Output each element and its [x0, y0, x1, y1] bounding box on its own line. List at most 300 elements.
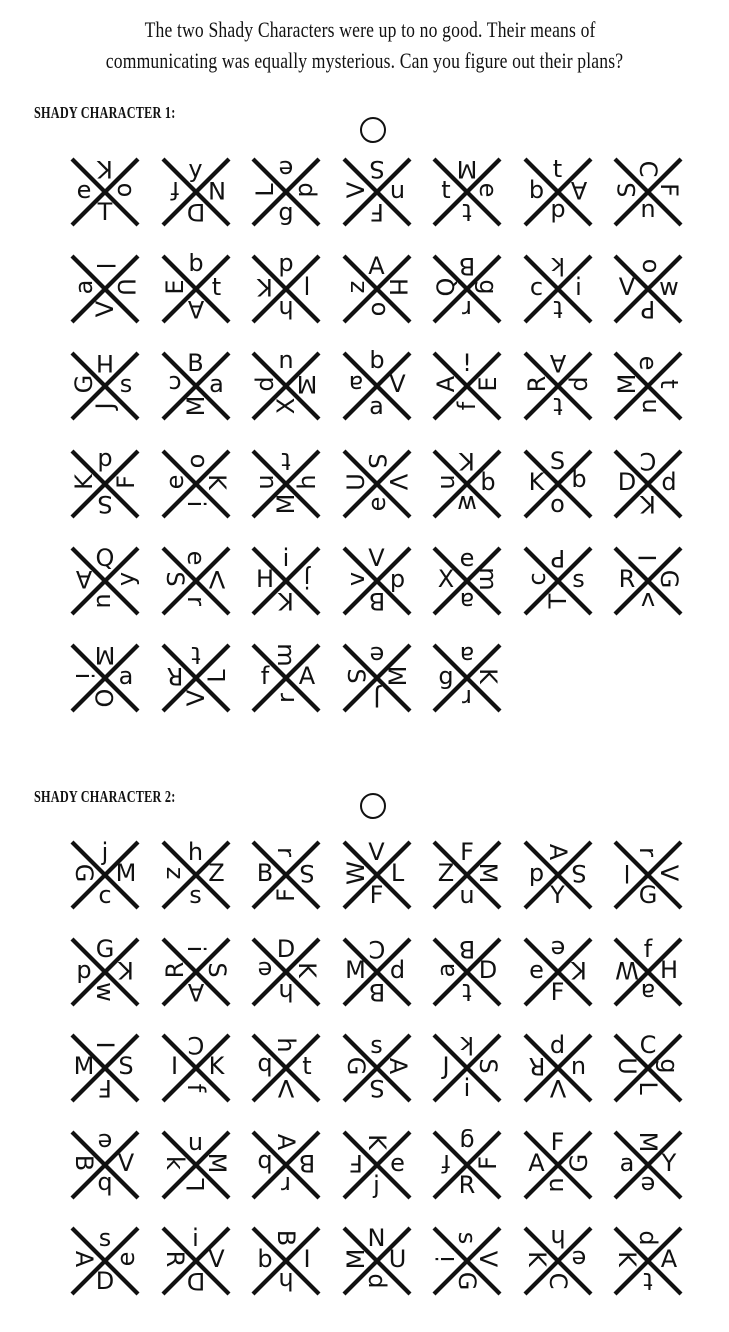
glyph-letter-top: q [187, 252, 204, 281]
glyph-letter-bottom: F [369, 198, 384, 226]
glyph-letter-bottom: G [638, 881, 658, 909]
cipher-glyph [430, 641, 504, 715]
glyph-letter-top: d [634, 1230, 662, 1246]
glyph-letter-left: f [170, 176, 179, 204]
glyph-letter-bottom: F [272, 888, 300, 902]
glyph-letter-left: g [438, 662, 454, 690]
glyph-letter-top: f [643, 934, 653, 963]
glyph-letter-right: a [209, 370, 224, 399]
cipher-glyph [611, 935, 685, 1009]
glyph-letter-bottom: u [543, 1176, 572, 1193]
glyph-letter-top: y [188, 155, 203, 183]
glyph-letter-top: F [460, 838, 474, 866]
glyph-letter-left: B [256, 859, 274, 887]
intro-line-1: The two Shady Characters were up to no good. Their means of [144, 17, 596, 42]
glyph-letter-top: g [459, 1127, 475, 1156]
cipher-glyph [159, 935, 233, 1009]
glyph-letter-bottom: r [462, 684, 472, 712]
glyph-letter-left: R [618, 564, 636, 593]
glyph-letter-right: Y [661, 1148, 677, 1177]
glyph-letter-left: A [432, 376, 460, 393]
glyph-letter-top: r [634, 847, 662, 857]
glyph-letter-right: V [208, 564, 225, 593]
glyph-letter-left: R [160, 961, 189, 978]
cipher-glyph [68, 447, 142, 521]
glyph-letter-top: C [639, 1031, 657, 1059]
glyph-letter-top: G [95, 934, 115, 963]
glyph-letter-bottom: w [91, 981, 119, 1002]
cipher-glyph [430, 838, 504, 912]
glyph-letter-right: g [655, 1058, 683, 1074]
glyph-letter-right: M [202, 1152, 231, 1173]
glyph-letter-left: M [73, 1052, 95, 1080]
glyph-letter-right: K [208, 1052, 225, 1080]
glyph-letter-left: I [170, 1052, 179, 1080]
circle-marker-1 [360, 117, 386, 143]
cipher-glyph [249, 155, 323, 229]
glyph-letter-left: z [341, 280, 370, 294]
glyph-letter-left: e [160, 474, 189, 489]
cipher-glyph [521, 155, 595, 229]
cipher-glyph [340, 1031, 414, 1105]
glyph-letter-left: K [257, 273, 273, 302]
glyph-letter-bottom: t [552, 295, 563, 324]
glyph-letter-top: K [97, 155, 113, 183]
glyph-letter-right: H [659, 955, 679, 984]
glyph-letter-right: o [112, 182, 140, 198]
glyph-letter-top: e [634, 356, 662, 371]
glyph-letter-bottom: a [459, 586, 475, 615]
cipher-glyph [340, 1128, 414, 1202]
glyph-letter-right: V [389, 370, 406, 399]
glyph-letter-bottom: t [643, 1267, 653, 1295]
glyph-letter-right: m [474, 567, 502, 591]
cipher-glyph [159, 1031, 233, 1105]
glyph-letter-right: d [661, 467, 677, 496]
cipher-glyph [340, 641, 414, 715]
glyph-letter-left: G [70, 863, 98, 883]
cipher-glyph [159, 544, 233, 618]
glyph-letter-top: m [272, 643, 300, 667]
glyph-letter-top: i [181, 945, 210, 952]
glyph-letter-bottom: S [97, 489, 113, 518]
glyph-letter-left: R [166, 662, 183, 690]
glyph-letter-bottom: i [181, 500, 210, 507]
cipher-glyph [340, 544, 414, 618]
glyph-letter-left: M [345, 955, 366, 984]
glyph-letter-bottom: w [457, 489, 477, 518]
glyph-letter-left: V [618, 273, 636, 302]
cipher-glyph [249, 1224, 323, 1298]
glyph-letter-left: i [432, 1255, 460, 1263]
glyph-letter-right: V [383, 473, 412, 490]
glyph-letter-top: k [550, 252, 565, 281]
glyph-letter-top: V [368, 543, 385, 572]
cipher-glyph [68, 1224, 142, 1298]
glyph-letter-left: A [75, 564, 93, 593]
cipher-glyph [430, 155, 504, 229]
cipher-glyph [521, 349, 595, 423]
glyph-letter-left: A [528, 1148, 545, 1177]
glyph-letter-bottom: j [373, 1170, 380, 1199]
glyph-letter-bottom: f [453, 402, 481, 411]
glyph-letter-right: l [303, 273, 311, 302]
glyph-letter-right: K [202, 473, 231, 490]
glyph-letter-bottom: L [181, 1177, 210, 1192]
glyph-letter-top: s [370, 1031, 383, 1059]
cipher-glyph [249, 447, 323, 521]
cipher-glyph [430, 935, 504, 1009]
glyph-letter-right: K [118, 955, 134, 984]
glyph-letter-left: S [341, 668, 370, 684]
glyph-letter-right: M [383, 665, 412, 687]
glyph-letter-right: B [298, 1148, 316, 1177]
glyph-letter-right: F [474, 1155, 502, 1170]
cipher-glyph [430, 252, 504, 326]
glyph-letter-right: b [480, 467, 496, 496]
glyph-letter-right: G [564, 1153, 593, 1172]
glyph-letter-left: R [522, 376, 551, 393]
glyph-letter-left: a [348, 370, 363, 399]
glyph-letter-left: B [70, 1154, 98, 1171]
glyph-letter-right: V [117, 1148, 135, 1177]
cipher-glyph [68, 349, 142, 423]
cipher-glyph [249, 1031, 323, 1105]
glyph-letter-bottom: A [187, 977, 204, 1006]
glyph-letter-bottom: V [277, 1074, 295, 1102]
glyph-letter-right: E [474, 376, 502, 392]
glyph-letter-top: k [460, 1031, 474, 1059]
glyph-letter-right: s [119, 370, 133, 399]
glyph-letter-right: L [390, 859, 405, 887]
cipher-glyph [340, 155, 414, 229]
glyph-letter-bottom: e [362, 496, 391, 511]
glyph-letter-top: S [368, 155, 385, 183]
glyph-letter-top: A [543, 843, 572, 861]
glyph-letter-left: K [528, 467, 545, 496]
glyph-letter-right: U [112, 278, 140, 296]
glyph-letter-right: t [302, 1052, 312, 1080]
glyph-letter-bottom: K [640, 489, 656, 518]
glyph-letter-left: G [70, 375, 98, 394]
glyph-letter-bottom: V [181, 689, 210, 707]
glyph-letter-left: l [623, 859, 631, 887]
glyph-letter-bottom: T [543, 593, 572, 609]
glyph-letter-bottom: B [368, 977, 385, 1006]
glyph-letter-top: M [456, 155, 478, 183]
glyph-letter-bottom: D [186, 1267, 205, 1295]
glyph-letter-left: M [341, 1248, 370, 1270]
cipher-glyph [611, 1128, 685, 1202]
glyph-letter-right: I [303, 1245, 311, 1273]
glyph-letter-left: F [348, 1148, 363, 1177]
glyph-letter-top: B [272, 1229, 300, 1247]
glyph-letter-bottom: J [372, 684, 381, 712]
cipher-glyph [430, 1031, 504, 1105]
cipher-glyph [249, 544, 323, 618]
cipher-glyph [159, 838, 233, 912]
glyph-letter-right: e [390, 1148, 405, 1177]
glyph-letter-top: A [368, 252, 385, 281]
glyph-letter-bottom: M [181, 396, 210, 417]
glyph-letter-bottom: D [186, 198, 205, 226]
glyph-letter-bottom: h [278, 977, 294, 1006]
glyph-letter-top: S [549, 446, 566, 475]
glyph-letter-right: S [202, 961, 231, 978]
glyph-letter-left: z [160, 866, 189, 880]
glyph-letter-top: e [97, 1127, 113, 1156]
glyph-letter-left: G [341, 1056, 370, 1076]
cipher-glyph [159, 155, 233, 229]
glyph-letter-top: C [639, 446, 657, 475]
glyph-letter-top: A [272, 1133, 300, 1150]
glyph-letter-top: B [187, 349, 204, 378]
cipher-glyph [521, 1224, 595, 1298]
glyph-letter-left: K [522, 1251, 551, 1267]
glyph-letter-right: K [570, 955, 587, 984]
glyph-letter-top: S [362, 452, 391, 469]
glyph-letter-right: s [572, 564, 585, 593]
glyph-letter-left: c [529, 273, 544, 302]
glyph-letter-bottom: J [91, 402, 119, 410]
shady-character-1-heading: SHADY CHARACTER 1: [34, 103, 176, 122]
glyph-letter-right: p [389, 564, 406, 593]
glyph-letter-bottom: r [462, 295, 472, 324]
cipher-glyph [611, 447, 685, 521]
glyph-letter-left: p [528, 859, 545, 887]
glyph-letter-left: R [528, 1052, 545, 1080]
glyph-letter-left: p [76, 955, 92, 984]
glyph-letter-left: e [76, 176, 92, 204]
cipher-glyph [68, 544, 142, 618]
glyph-letter-top: I [91, 1041, 119, 1049]
glyph-letter-bottom: O [91, 688, 119, 708]
glyph-letter-bottom: i [463, 1074, 471, 1102]
glyph-letter-left: b [257, 1148, 273, 1177]
glyph-letter-top: H [95, 349, 115, 378]
glyph-letter-top: q [368, 349, 385, 378]
glyph-letter-top: h [549, 1224, 566, 1252]
cipher-glyph [159, 641, 233, 715]
glyph-letter-left: u [251, 473, 279, 490]
cipher-glyph [611, 838, 685, 912]
glyph-letter-top: e [181, 550, 210, 566]
glyph-letter-top: V [368, 838, 385, 866]
intro-line-2: communicating was equally mysterious. Can you figure out their plans? [105, 48, 624, 73]
glyph-letter-left: W [615, 955, 639, 984]
glyph-letter-right: A [298, 662, 316, 690]
glyph-letter-right: e [571, 1245, 586, 1273]
glyph-letter-top: o [634, 258, 662, 274]
glyph-letter-bottom: V [549, 1074, 566, 1102]
glyph-letter-bottom: t [552, 392, 563, 421]
glyph-letter-top: I [634, 554, 662, 562]
glyph-letter-left: c [522, 572, 551, 586]
glyph-letter-bottom: P [640, 295, 656, 324]
glyph-letter-right: L [202, 669, 231, 683]
glyph-letter-right: g [474, 279, 502, 295]
cipher-glyph [159, 1224, 233, 1298]
glyph-letter-left: b [257, 1245, 273, 1273]
intro-text [73, 14, 656, 76]
cipher-glyph [249, 935, 323, 1009]
cipher-glyph [68, 252, 142, 326]
glyph-letter-right: d [564, 376, 593, 393]
cipher-glyph [159, 252, 233, 326]
glyph-letter-top: C [634, 160, 662, 178]
glyph-letter-bottom: R [458, 1170, 476, 1199]
cipher-glyph [611, 252, 685, 326]
glyph-letter-bottom: F [98, 1074, 112, 1102]
glyph-letter-top: C [368, 934, 385, 963]
cipher-glyph [68, 838, 142, 912]
glyph-letter-left: Q [432, 277, 460, 297]
cipher-glyph [159, 447, 233, 521]
glyph-letter-right: F [112, 474, 140, 489]
circle-marker-2 [360, 793, 386, 819]
glyph-letter-right: e [112, 1251, 140, 1267]
glyph-letter-right: V [208, 1245, 225, 1273]
cipher-glyph [430, 1128, 504, 1202]
glyph-letter-right: h [293, 473, 321, 490]
glyph-letter-bottom: X [272, 398, 300, 415]
glyph-letter-left: b [257, 1052, 273, 1080]
glyph-letter-right: S [118, 1052, 134, 1080]
glyph-letter-top: K [459, 446, 475, 475]
glyph-letter-left: f [260, 662, 270, 690]
cipher-glyph [340, 349, 414, 423]
glyph-letter-left: b [528, 176, 545, 204]
glyph-letter-left: K [70, 473, 98, 490]
glyph-letter-right: a [118, 662, 134, 690]
glyph-letter-left: H [255, 564, 275, 593]
cipher-glyph [249, 838, 323, 912]
glyph-letter-top: t [552, 155, 563, 183]
glyph-letter-bottom: f [181, 1083, 210, 1093]
glyph-letter-top: e [278, 155, 294, 183]
glyph-letter-top: i [192, 1224, 199, 1252]
glyph-letter-right: V [655, 864, 683, 882]
glyph-letter-left: f [441, 1148, 451, 1177]
glyph-letter-top: h [187, 838, 204, 866]
cipher-glyph [430, 1224, 504, 1298]
glyph-letter-top: s [453, 1231, 481, 1245]
glyph-letter-bottom: B [368, 586, 385, 615]
glyph-letter-bottom: d [549, 198, 566, 226]
glyph-letter-bottom: o [362, 301, 391, 317]
cipher-glyph [340, 1224, 414, 1298]
glyph-letter-left: t [441, 176, 451, 204]
glyph-letter-right: F [655, 183, 683, 197]
glyph-letter-bottom: C [543, 1272, 572, 1290]
glyph-letter-right: G [655, 569, 683, 589]
glyph-letter-bottom: t [462, 198, 472, 226]
cipher-glyph [430, 544, 504, 618]
glyph-letter-top: r [272, 847, 300, 857]
glyph-letter-right: D [478, 955, 498, 984]
glyph-letter-left: Z [437, 859, 455, 887]
glyph-letter-right: K [474, 668, 502, 684]
cipher-glyph [521, 1031, 595, 1105]
glyph-letter-top: K [362, 1133, 391, 1150]
glyph-letter-right: u [389, 176, 406, 204]
cipher-glyph [340, 447, 414, 521]
glyph-letter-top: D [276, 934, 296, 963]
glyph-letter-bottom: r [181, 595, 210, 606]
glyph-letter-top: d [278, 252, 294, 281]
glyph-letter-bottom: b [97, 1170, 113, 1199]
cipher-glyph [430, 349, 504, 423]
glyph-letter-top: M [634, 1131, 662, 1152]
glyph-letter-right: t [655, 379, 683, 390]
glyph-letter-right: M [115, 859, 137, 887]
cipher-glyph [521, 544, 595, 618]
glyph-letter-bottom: a [369, 392, 384, 421]
cipher-glyph [521, 935, 595, 1009]
cipher-glyph [159, 1128, 233, 1202]
cipher-glyph [521, 252, 595, 326]
cipher-glyph [611, 1031, 685, 1105]
glyph-letter-left: a [70, 279, 98, 295]
glyph-letter-bottom: K [278, 586, 294, 615]
glyph-letter-top: P [550, 543, 565, 572]
glyph-letter-bottom: g [278, 198, 294, 226]
glyph-letter-left: S [160, 571, 189, 587]
glyph-letter-bottom: u [459, 881, 475, 909]
glyph-letter-left: U [341, 472, 370, 491]
shady-character-2-heading: SHADY CHARACTER 2: [34, 787, 176, 806]
glyph-letter-left: a [619, 1148, 635, 1177]
cipher-glyph [430, 447, 504, 521]
glyph-letter-right: y [112, 571, 140, 586]
glyph-letter-bottom: G [453, 1271, 481, 1291]
glyph-letter-top: o [181, 453, 210, 468]
glyph-letter-right: A [660, 1245, 678, 1273]
glyph-letter-left: K [613, 1251, 641, 1267]
glyph-letter-right: i [575, 273, 582, 302]
glyph-letter-bottom: D [95, 1267, 115, 1295]
cipher-glyph [340, 935, 414, 1009]
glyph-letter-right: A [383, 1057, 412, 1075]
glyph-letter-left: c [167, 370, 182, 399]
glyph-letter-top: A [549, 349, 566, 378]
glyph-letter-left: e [529, 955, 544, 984]
glyph-letter-right: d [389, 955, 406, 984]
glyph-letter-top: j [101, 838, 109, 866]
glyph-letter-right: w [659, 273, 679, 302]
glyph-letter-right: Z [208, 859, 225, 887]
glyph-letter-bottom: r [281, 1170, 291, 1199]
cipher-glyph [249, 349, 323, 423]
cipher-glyph [68, 1031, 142, 1105]
glyph-letter-right: S [570, 859, 587, 887]
glyph-letter-bottom: h [278, 295, 294, 324]
glyph-letter-right: t [211, 273, 222, 302]
glyph-letter-bottom: A [187, 295, 204, 324]
glyph-letter-bottom: n [634, 398, 662, 414]
glyph-letter-top: l [91, 262, 119, 270]
glyph-letter-bottom: t [462, 977, 472, 1006]
glyph-letter-left: u [432, 473, 460, 490]
glyph-letter-left: k [160, 1155, 189, 1170]
glyph-letter-top: ! [462, 349, 472, 378]
glyph-letter-right: U [388, 1245, 407, 1273]
cipher-glyph [249, 1128, 323, 1202]
glyph-letter-left: D [617, 467, 637, 496]
glyph-letter-bottom: u [91, 593, 119, 609]
glyph-letter-top: i [282, 543, 290, 572]
glyph-letter-bottom: o [550, 489, 565, 518]
